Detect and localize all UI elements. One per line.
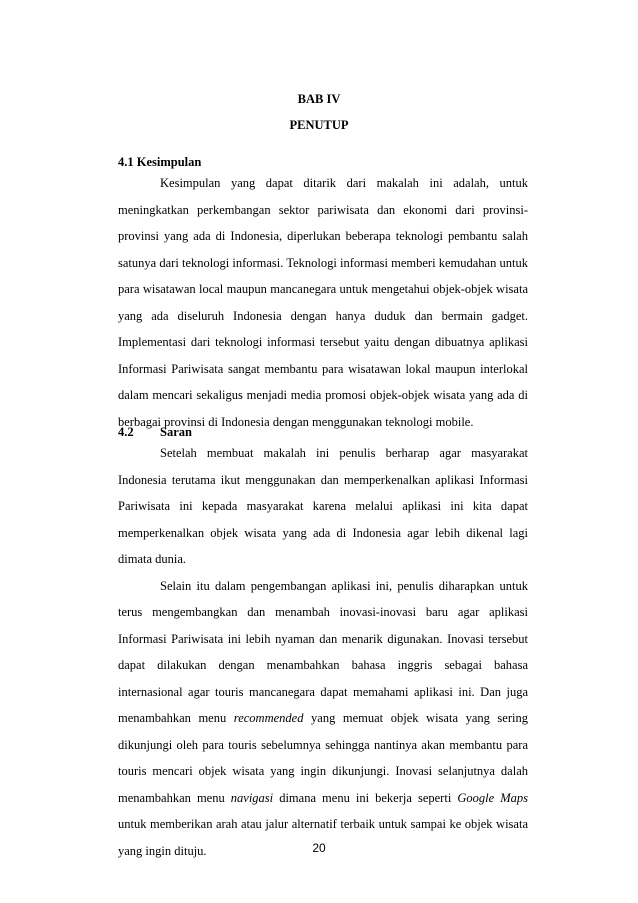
saran-paragraph-1: Setelah membuat makalah ini penulis berharap agar masyarakat Indonesia terutama ikut menggunakan dan memperkenalkan aplikasi Informasi Pariwisata ini kepada masyarakat karena melalui aplikasi ini kita dapat memperkenalkan objek wisata yang ada di Indonesia agar lebih dikenal lagi dimata dunia. [118, 446, 528, 566]
saran-paragraph-2 [118, 573, 528, 865]
saran-p2-text-2: yang memuat objek wisata yang sering dikunjungi oleh para touris sebelumnya sehingga nantinya akan membantu para touris mencari objek wisata yang ingin dikunjungi. Inovasi selanjutnya dalah menambahkan menu [118, 711, 528, 805]
page-number: 20 [312, 841, 326, 855]
saran-p2-italic-google-maps: Google Maps [457, 790, 528, 805]
section-heading-saran [118, 425, 192, 440]
saran-p2-italic-recommended: recommended [233, 711, 304, 725]
saran-p2-text-4: untuk memberikan arah atau jalur alternatif terbaik untuk sampai ke objek wisata yang ingin dituju. [118, 817, 528, 858]
section-number: 4.2 [118, 425, 134, 439]
kesimpulan-body [118, 170, 528, 435]
saran-p2-text-1: Selain itu dalam pengembangan aplikasi ini, penulis diharapkan untuk terus mengembangkan dan menambah inovasi-inovasi baru agar aplikasi Informasi Pariwisata ini lebih nyaman dan menarik digunakan. Inovasi tersebut dapat dilakukan dengan menambahkan bahasa inggris sebagai bahasa internasional agar touris mancanegara dapat memahami aplikasi ini. Dan juga menambahkan menu [118, 578, 528, 725]
section-heading-kesimpulan: 4.1 Kesimpulan [118, 155, 202, 169]
saran-body [118, 440, 528, 864]
kesimpulan-paragraph: Kesimpulan yang dapat ditarik dari makalah ini adalah, untuk meningkatkan perkembangan sektor pariwisata dan ekonomi dari provinsi-provinsi yang ada di Indonesia, diperlukan beberapa teknologi pembantu salah satunya dari teknologi informasi. Teknologi informasi memberi kemudahan untuk para wisatawan local maupun mancanegara untuk mengetahui objek-objek wisata yang ada diseluruh Indonesia dengan hanya duduk dan bermain gadget. Implementasi dari teknologi informasi tersebut yaitu dengan dibuatnya aplikasi Informasi Pariwisata sangat membantu para wisatawan lokal maupun interlokal dalam mencari sekaligus menjadi media promosi objek-objek wisata yang ada di berbagai provinsi di Indonesia dengan menggunakan teknologi mobile. [118, 176, 528, 429]
saran-p2-text-3: dimana menu ini bekerja seperti [273, 790, 458, 805]
chapter-label: BAB IV [297, 92, 341, 106]
section-title: Saran [160, 425, 192, 439]
chapter-title: PENUTUP [289, 118, 349, 132]
saran-p2-italic-navigasi: navigasi [230, 790, 274, 805]
